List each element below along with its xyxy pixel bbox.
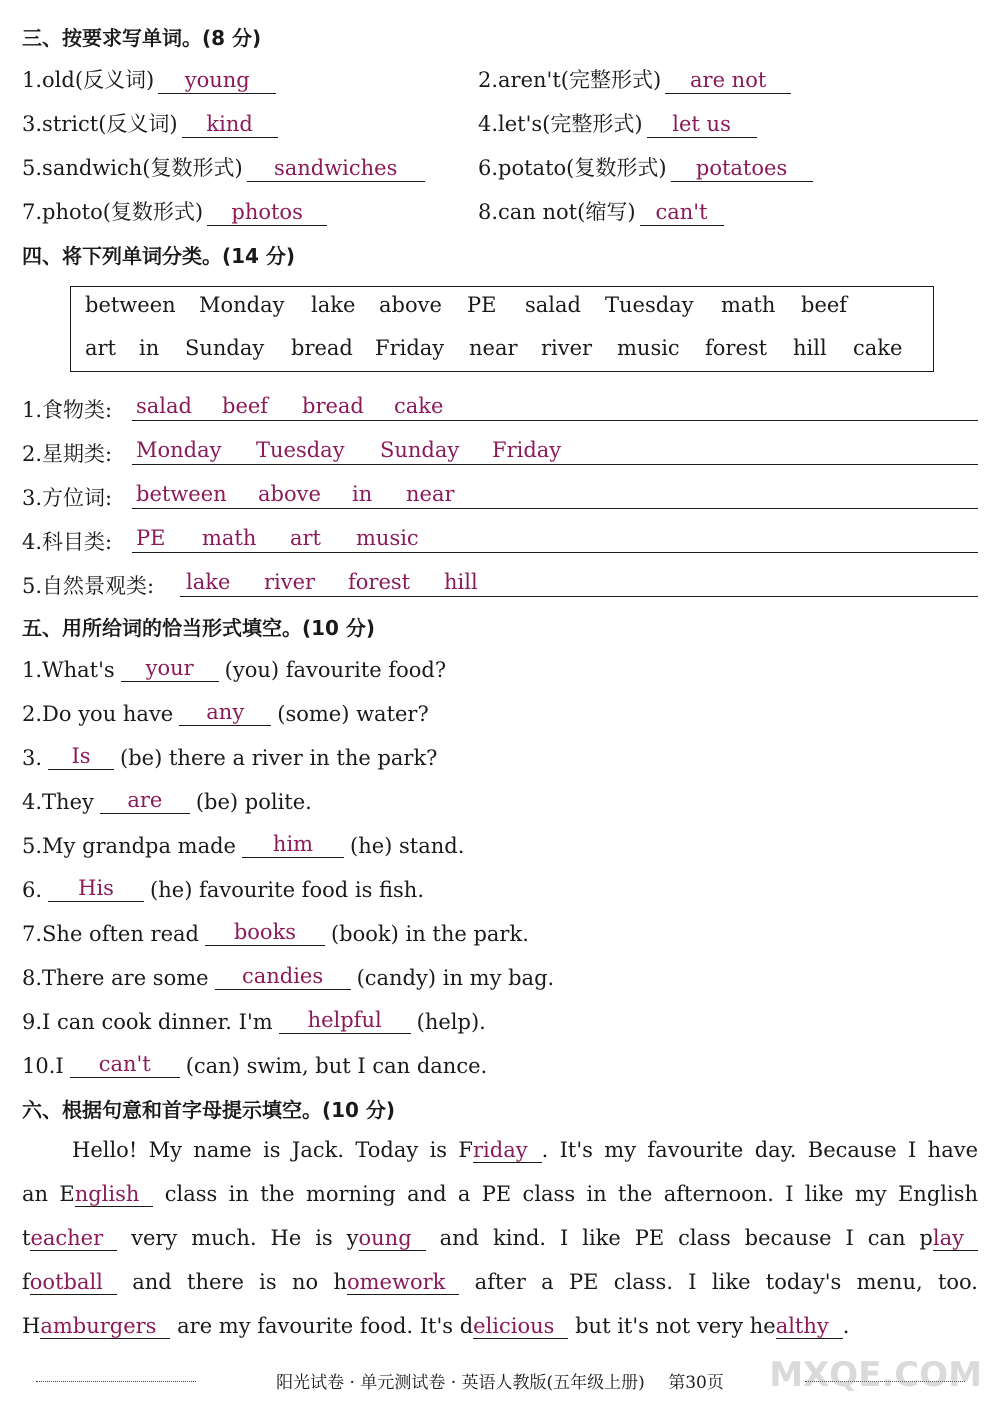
category-answer-word: Monday bbox=[136, 438, 222, 462]
category-answer-word: salad bbox=[136, 394, 192, 418]
question-text-before: 2.Do you have bbox=[22, 702, 174, 726]
box-word: hill bbox=[793, 336, 827, 360]
question-text-before: 1.What's bbox=[22, 658, 115, 682]
category-label: 5.自然景观类: bbox=[22, 574, 155, 598]
question-text-after: (book) in the park. bbox=[330, 922, 529, 946]
answer-blank: kind bbox=[182, 111, 278, 138]
category-answer-word: Sunday bbox=[380, 438, 460, 462]
question-prompt: 5.sandwich(复数形式) bbox=[22, 156, 243, 180]
answer-blank: helpful bbox=[279, 1007, 411, 1034]
watermark-logo: MXQE.COM bbox=[769, 1355, 982, 1395]
box-word: in bbox=[139, 336, 160, 360]
answer-blank: your bbox=[121, 655, 219, 682]
section-5-title: 五、用所给词的恰当形式填空。(10 分) bbox=[22, 616, 376, 640]
question-text-before: 6. bbox=[22, 878, 43, 902]
box-word: Friday bbox=[375, 336, 445, 360]
category-row bbox=[22, 394, 978, 422]
answer-blank: sandwiches bbox=[247, 155, 425, 182]
answer-blank: can't bbox=[640, 199, 724, 226]
word-question bbox=[478, 108, 757, 138]
category-answer-word: beef bbox=[222, 394, 269, 418]
category-answer-word: art bbox=[290, 526, 321, 550]
category-answer-word: above bbox=[258, 482, 321, 506]
question-text-before: 10.I bbox=[22, 1054, 64, 1078]
word-question bbox=[478, 152, 813, 182]
answer-blank: are bbox=[100, 787, 190, 814]
box-word: art bbox=[85, 336, 116, 360]
passage-answer: oung bbox=[359, 1226, 426, 1251]
question-prompt: 7.photo(复数形式) bbox=[22, 200, 204, 224]
question-text-after: (be) there a river in the park? bbox=[120, 746, 438, 770]
passage-text: very much. He is y bbox=[117, 1226, 359, 1250]
section-3-title: 三、按要求写单词。(8 分) bbox=[22, 26, 262, 50]
passage-answer: althy bbox=[776, 1314, 843, 1339]
passage-text: t bbox=[22, 1226, 31, 1250]
box-word: lake bbox=[311, 293, 356, 317]
category-row bbox=[22, 482, 978, 510]
question-text-after: (he) favourite food is fish. bbox=[150, 878, 425, 902]
passage-text: H bbox=[22, 1314, 41, 1338]
category-row bbox=[22, 526, 978, 554]
footer-title: 阳光试卷 · 单元测试卷 · 英语人教版(五年级上册) bbox=[276, 1373, 645, 1393]
answer-blank: photos bbox=[207, 199, 327, 226]
passage-text: an E bbox=[22, 1182, 75, 1206]
question-text-before: 9.I can cook dinner. I'm bbox=[22, 1010, 273, 1034]
question-text-before: 8.There are some bbox=[22, 966, 209, 990]
answer-blank: young bbox=[158, 67, 276, 94]
category-label: 4.科目类: bbox=[22, 530, 113, 554]
category-answer-word: forest bbox=[348, 570, 411, 594]
box-word: Monday bbox=[199, 293, 285, 317]
answer-blank: him bbox=[242, 831, 344, 858]
box-word: above bbox=[379, 293, 442, 317]
category-answer-word: in bbox=[352, 482, 373, 506]
question-text-after: (can) swim, but I can dance. bbox=[185, 1054, 488, 1078]
category-answer-word: cake bbox=[394, 394, 444, 418]
passage-answer: riday bbox=[473, 1138, 542, 1163]
fill-question bbox=[22, 963, 554, 990]
category-answer-word: PE bbox=[136, 526, 166, 550]
passage-line bbox=[22, 1138, 978, 1163]
box-word: math bbox=[721, 293, 776, 317]
box-word: forest bbox=[705, 336, 768, 360]
category-label: 1.食物类: bbox=[22, 398, 113, 422]
word-box bbox=[70, 286, 934, 372]
passage-answer: amburgers bbox=[40, 1314, 170, 1339]
answer-blank: His bbox=[48, 875, 144, 902]
box-word: beef bbox=[801, 293, 848, 317]
word-question bbox=[22, 152, 425, 182]
fill-question bbox=[22, 787, 312, 814]
word-question bbox=[478, 196, 724, 226]
category-answer-word: river bbox=[264, 570, 316, 594]
passage-text: and kind. I like PE class because I can p bbox=[425, 1226, 933, 1250]
question-prompt: 4.let's(完整形式) bbox=[478, 112, 643, 136]
passage-line bbox=[22, 1270, 978, 1295]
fill-question bbox=[22, 919, 529, 946]
category-row bbox=[22, 570, 978, 598]
question-prompt: 2.aren't(完整形式) bbox=[478, 68, 662, 92]
fill-question bbox=[22, 743, 437, 770]
passage-text: after a PE class. I like today's menu, too. bbox=[459, 1270, 978, 1294]
category-label: 3.方位词: bbox=[22, 486, 113, 510]
page-number: 第30页 bbox=[668, 1373, 724, 1393]
passage-text: . It's my favourite day. Because I have bbox=[541, 1138, 978, 1162]
question-text-after: (be) polite. bbox=[195, 790, 312, 814]
passage-text: but it's not very he bbox=[568, 1314, 776, 1338]
word-question bbox=[478, 64, 791, 94]
category-answer-word: bread bbox=[302, 394, 364, 418]
question-text-after: (help). bbox=[416, 1010, 486, 1034]
answer-blank: potatoes bbox=[671, 155, 813, 182]
passage-text: . bbox=[842, 1314, 850, 1338]
question-text-after: (candy) in my bag. bbox=[356, 966, 555, 990]
fill-question bbox=[22, 699, 429, 726]
category-answer-line bbox=[132, 526, 978, 553]
question-text-before: 4.They bbox=[22, 790, 94, 814]
question-prompt: 3.strict(反义词) bbox=[22, 112, 178, 136]
question-prompt: 6.potato(复数形式) bbox=[478, 156, 667, 180]
question-text-before: 7.She often read bbox=[22, 922, 199, 946]
fill-question bbox=[22, 1007, 486, 1034]
question-prompt: 1.old(反义词) bbox=[22, 68, 155, 92]
answer-blank: any bbox=[179, 699, 271, 726]
fill-question bbox=[22, 875, 424, 902]
passage-answer: ootball bbox=[30, 1270, 117, 1295]
box-word: salad bbox=[525, 293, 581, 317]
category-answer-word: hill bbox=[444, 570, 478, 594]
passage-text: f bbox=[22, 1270, 30, 1294]
answer-blank: let us bbox=[647, 111, 757, 138]
passage-text: and there is no h bbox=[116, 1270, 347, 1294]
passage-line bbox=[22, 1226, 978, 1251]
question-text-before: 3. bbox=[22, 746, 43, 770]
passage-text: are my favourite food. It's d bbox=[170, 1314, 474, 1338]
question-text-after: (some) water? bbox=[277, 702, 429, 726]
word-question bbox=[22, 108, 278, 138]
category-answer-word: music bbox=[356, 526, 419, 550]
category-answer-word: lake bbox=[186, 570, 231, 594]
passage-answer: elicious bbox=[473, 1314, 568, 1339]
passage-line bbox=[22, 1182, 978, 1207]
passage-line bbox=[22, 1314, 978, 1339]
section-6-title: 六、根据句意和首字母提示填空。(10 分) bbox=[22, 1098, 396, 1122]
answer-blank: candies bbox=[215, 963, 351, 990]
category-answer-word: Tuesday bbox=[256, 438, 345, 462]
category-answer-word: between bbox=[136, 482, 227, 506]
answer-blank: books bbox=[205, 919, 325, 946]
section-4-title: 四、将下列单词分类。(14 分) bbox=[22, 244, 296, 268]
box-word: bread bbox=[291, 336, 353, 360]
box-word: cake bbox=[853, 336, 903, 360]
passage-answer: eacher bbox=[30, 1226, 117, 1251]
category-label: 2.星期类: bbox=[22, 442, 113, 466]
fill-question bbox=[22, 655, 446, 682]
category-answer-word: Friday bbox=[492, 438, 562, 462]
word-question bbox=[22, 196, 327, 226]
answer-blank: Is bbox=[48, 743, 114, 770]
category-answer-word: math bbox=[202, 526, 257, 550]
word-question bbox=[22, 64, 276, 94]
box-word: PE bbox=[467, 293, 497, 317]
answer-blank: are not bbox=[665, 67, 791, 94]
question-text-after: (you) favourite food? bbox=[224, 658, 447, 682]
question-text-after: (he) stand. bbox=[350, 834, 465, 858]
passage-answer: omework bbox=[347, 1270, 459, 1295]
box-word: river bbox=[541, 336, 593, 360]
question-text-before: 5.My grandpa made bbox=[22, 834, 236, 858]
passage-text: class in the morning and a PE class in the afternoon. I like my English bbox=[153, 1182, 978, 1206]
fill-question bbox=[22, 831, 464, 858]
box-word: between bbox=[85, 293, 176, 317]
box-word: near bbox=[469, 336, 518, 360]
box-word: music bbox=[617, 336, 680, 360]
passage-answer: lay bbox=[933, 1226, 978, 1251]
question-prompt: 8.can not(缩写) bbox=[478, 200, 636, 224]
category-answer-word: near bbox=[406, 482, 455, 506]
passage-answer: nglish bbox=[75, 1182, 154, 1207]
passage-text: Hello! My name is Jack. Today is F bbox=[72, 1138, 474, 1162]
fill-question bbox=[22, 1051, 487, 1078]
box-word: Tuesday bbox=[605, 293, 694, 317]
category-row bbox=[22, 438, 978, 466]
box-word: Sunday bbox=[185, 336, 265, 360]
answer-blank: can't bbox=[70, 1051, 180, 1078]
